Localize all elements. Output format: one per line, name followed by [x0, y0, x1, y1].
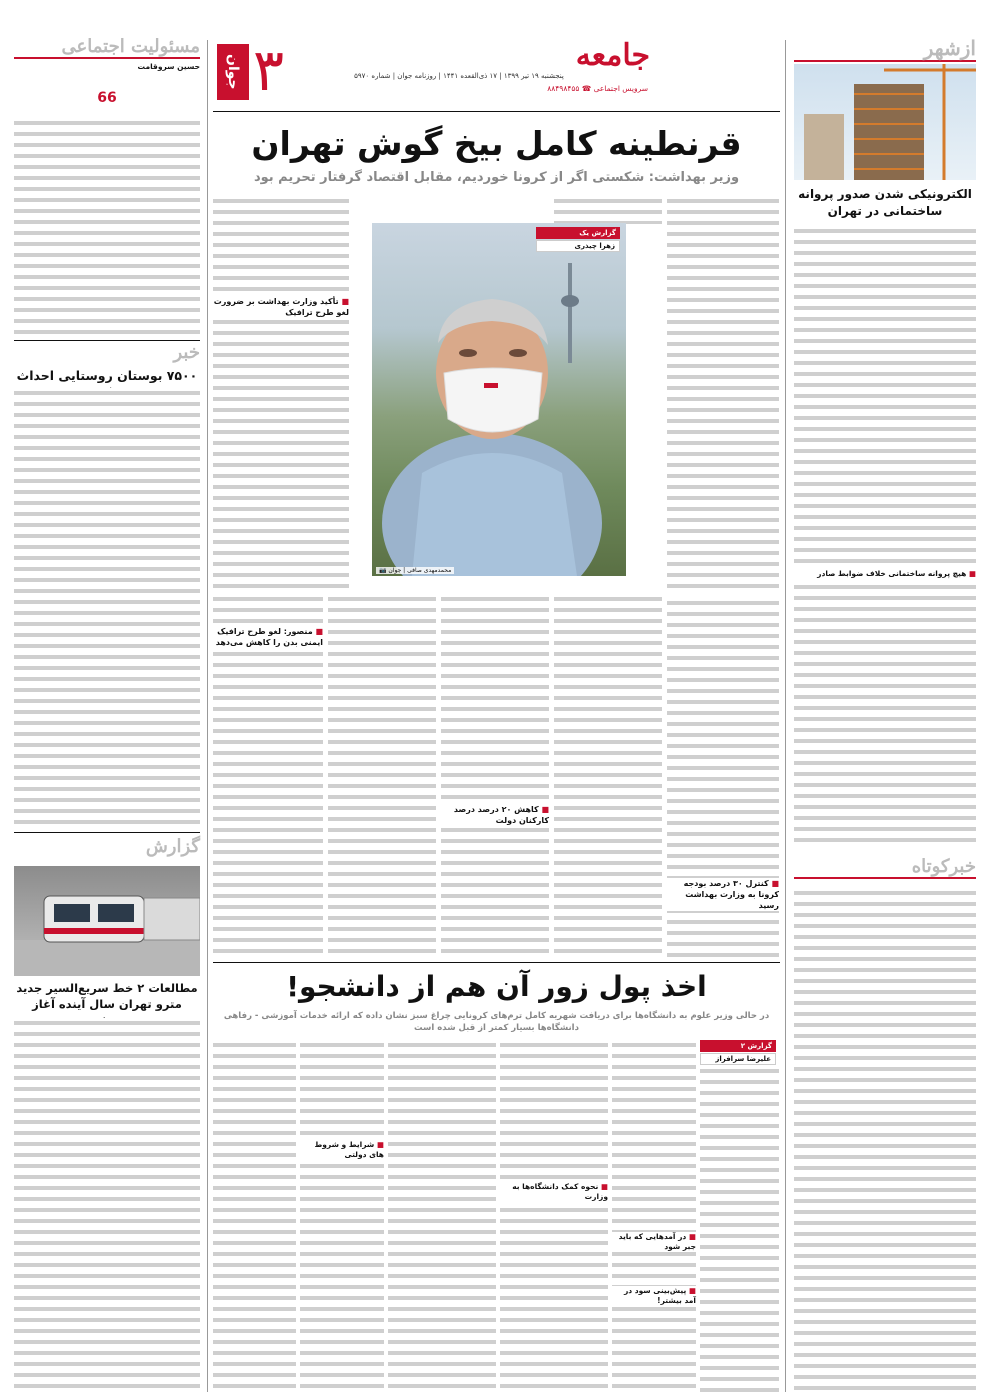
short-news-text: [794, 888, 976, 1392]
main-subhead-4: ■ کاهش ۲۰ درصد درصد کارکنان دولت: [441, 804, 549, 826]
construction-photo: [794, 64, 976, 180]
second-text-col3: [500, 1040, 608, 1392]
main-text-col1: [667, 196, 779, 592]
second-subhead-4: ■ پیش‌بینی سود در آمد بیشتر!: [612, 1286, 696, 1306]
news2-text: [14, 1018, 200, 1392]
main-subhead-2: ■ منصور: لغو طرح ترافیک ایمنی بدن را کاهش می‌دهد: [213, 626, 323, 648]
right-section-title: ازشهر: [794, 36, 976, 62]
second-text-col4: [388, 1040, 496, 1392]
second-badge: گزارش ۲: [700, 1040, 776, 1052]
metro-photo: [14, 866, 200, 976]
main-text-col3: [213, 196, 349, 591]
main-text-lower3: [441, 594, 549, 958]
second-subhead-3: ■ نحوه کمک دانشگاه‌ها به وزارت: [500, 1182, 608, 1202]
right-column-rule: [785, 40, 786, 1392]
second-text-col6: [213, 1040, 296, 1392]
main-text-col2: [554, 196, 662, 224]
main-text-lower5: [213, 594, 323, 958]
divider-main-second: [213, 962, 780, 963]
second-subhead-1: ■ شرایط و شروط های دولتی: [300, 1140, 384, 1160]
masked-man-illustration: [372, 223, 626, 576]
second-reporter: علیرضا سرافراز: [700, 1053, 776, 1065]
news1-text: [14, 388, 200, 828]
metro-train-illustration: [14, 866, 200, 976]
left-divider-1: [14, 340, 200, 341]
news1-section: خبر: [173, 342, 200, 363]
main-subheadline: وزیر بهداشت: شکستی اگر از کرونا خوردیم، مقابل اقتصاد گرفتار تحریم بود: [253, 170, 740, 185]
short-news-title: خبرکوتاه: [794, 856, 976, 879]
news2-section: گزارش: [145, 836, 200, 857]
news1-headline: ۷۵۰۰ بوستان روستایی احداث: [16, 368, 198, 383]
left-text-1: [14, 118, 200, 336]
main-text-lower2: [554, 594, 662, 958]
masthead: [213, 36, 780, 112]
main-headline: قرنطینه کامل بیخ گوش تهران: [251, 124, 742, 163]
second-text-col5: [300, 1040, 384, 1392]
javan-logo: جوان: [217, 44, 249, 100]
news2-headline: مطالعات ۲ خط سریع‌السیر جدید مترو تهران سال آینده آغاز: [16, 981, 198, 1011]
second-subheadline: در حالی وزیر علوم به دانشگاه‌ها برای دریافت شهریه کامل ترم‌های کرونایی چراغ سبز نشان داده که ارائه خدمات آموزشی - رفاهی دانشگاه‌ها بسیار کمتر از قبل شده است: [223, 1011, 770, 1033]
right-text-2: [794, 582, 976, 844]
main-photo: [372, 223, 626, 576]
section-title: جامعه: [575, 38, 650, 73]
left-divider-2: [14, 832, 200, 833]
second-text-col1: [700, 1066, 779, 1392]
photo-credit: محمدمهدی صافی | جوان 📷: [376, 567, 454, 574]
page-number: ۳: [253, 36, 285, 104]
main-text-lower4: [328, 594, 436, 958]
quote-mark: 66: [97, 90, 117, 106]
right-text: [794, 226, 976, 566]
main-subhead-3: ■ کنترل ۳۰ درصد بودجه کرونا به وزارت بهداشت رسید: [667, 878, 779, 911]
second-text-col2: [612, 1040, 696, 1392]
building-crane-illustration: [794, 64, 976, 180]
reporter-name: زهرا چیذری: [536, 240, 620, 252]
right-headline: الکترونیکی شدن صدور پروانه ساختمانی در تهران: [798, 187, 972, 218]
report-badge: گزارش یک: [536, 227, 620, 239]
second-headline: اخذ پول زور آن هم از دانشجو!: [286, 970, 707, 1003]
left-section-title: مسئولیت اجتماعی: [14, 36, 200, 59]
right-subhead: ■ هیچ پروانه ساختمانی خلاف ضوابط صادر: [817, 569, 976, 578]
date-line: پنجشنبه ۱۹ تیر ۱۳۹۹ | ۱۷ ذی‌القعده ۱۴۴۱ | روزنامه جوان | شماره ۵۹۷۰: [354, 72, 564, 80]
left-column-rule: [207, 40, 208, 1392]
main-subhead-1: ■ تأکید وزارت بهداشت بر ضرورت لغو طرح ترافیک: [213, 297, 349, 317]
second-subhead-2: ■ در آمدهایی که باید جبر شود: [612, 1232, 696, 1252]
service-line: سرویس اجتماعی ☎ ۸۸۴۹۸۴۵۵: [547, 84, 648, 93]
left-author: حسین سروقامت: [137, 62, 200, 71]
